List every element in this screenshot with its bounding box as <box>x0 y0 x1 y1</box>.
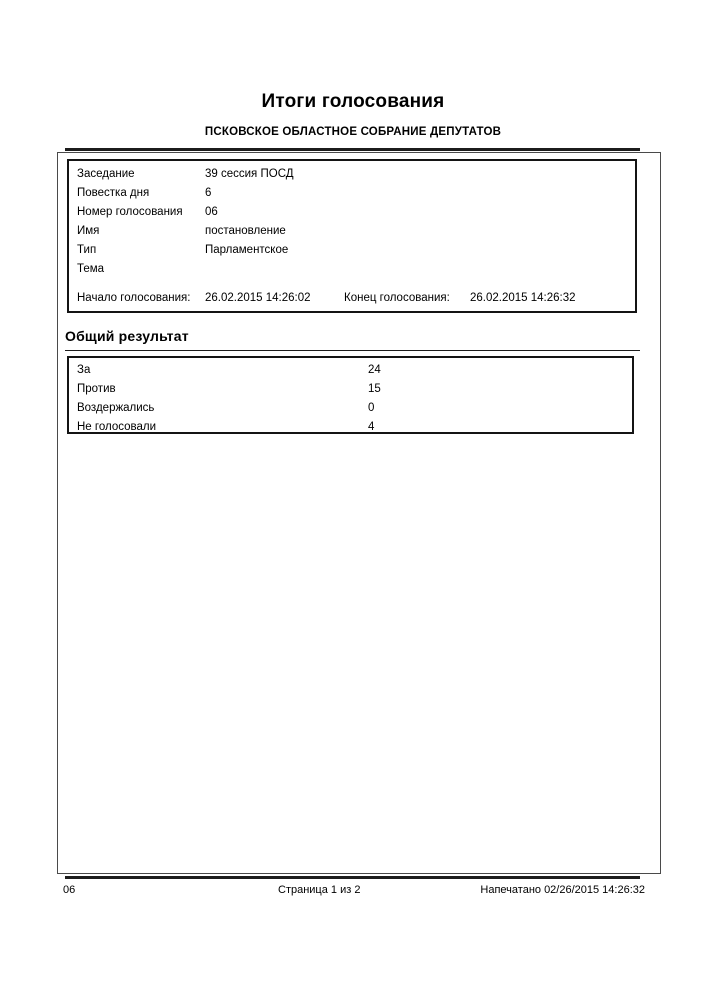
result-value: 24 <box>368 364 381 376</box>
info-label: Заседание <box>77 168 135 180</box>
info-label: Повестка дня <box>77 187 150 199</box>
session-info-box <box>67 159 637 313</box>
result-label: Воздержались <box>77 402 155 414</box>
results-heading: Общий результат <box>65 328 189 344</box>
info-label: Имя <box>77 225 100 237</box>
info-row-vote-number <box>69 203 635 222</box>
report-subtitle: ПСКОВСКОЕ ОБЛАСТНОЕ СОБРАНИЕ ДЕПУТАТОВ <box>204 126 502 138</box>
footer-vote-number: 06 <box>63 884 76 896</box>
info-value: 6 <box>205 187 212 199</box>
result-label: Против <box>77 383 116 395</box>
result-label: За <box>77 364 91 376</box>
result-value: 4 <box>368 421 375 433</box>
results-heading-rule <box>65 350 640 351</box>
result-row-abstained <box>69 399 632 418</box>
footer-printed-timestamp: Напечатано 02/26/2015 14:26:32 <box>480 884 645 896</box>
footer-double-rule <box>65 876 640 879</box>
info-label: Тема <box>77 263 105 275</box>
result-row-not-voted <box>69 418 632 437</box>
info-value: 39 сессия ПОСД <box>205 168 294 180</box>
info-row-session <box>69 165 635 184</box>
result-label: Не голосовали <box>77 421 157 433</box>
info-value: постановление <box>205 225 286 237</box>
info-row-name <box>69 222 635 241</box>
info-row-type <box>69 241 635 260</box>
vote-times-row <box>77 289 629 308</box>
result-row-for <box>69 361 632 380</box>
info-row-agenda <box>69 184 635 203</box>
result-value: 0 <box>368 402 375 414</box>
vote-start-label: Начало голосования: <box>77 292 191 304</box>
vote-start-value: 26.02.2015 14:26:02 <box>205 292 311 304</box>
vote-end-label: Конец голосования: <box>344 292 450 304</box>
footer-page-indicator: Страница 1 из 2 <box>278 884 361 896</box>
vote-end-value: 26.02.2015 14:26:32 <box>470 292 576 304</box>
info-value: 06 <box>205 206 218 218</box>
result-value: 15 <box>368 383 381 395</box>
info-label: Тип <box>77 244 97 256</box>
info-row-topic <box>69 260 635 279</box>
result-row-against <box>69 380 632 399</box>
info-value: Парламентское <box>205 244 289 256</box>
info-label: Номер голосования <box>77 206 183 218</box>
results-box <box>67 356 634 434</box>
report-title: Итоги голосования <box>261 91 445 112</box>
top-double-rule <box>65 148 640 151</box>
